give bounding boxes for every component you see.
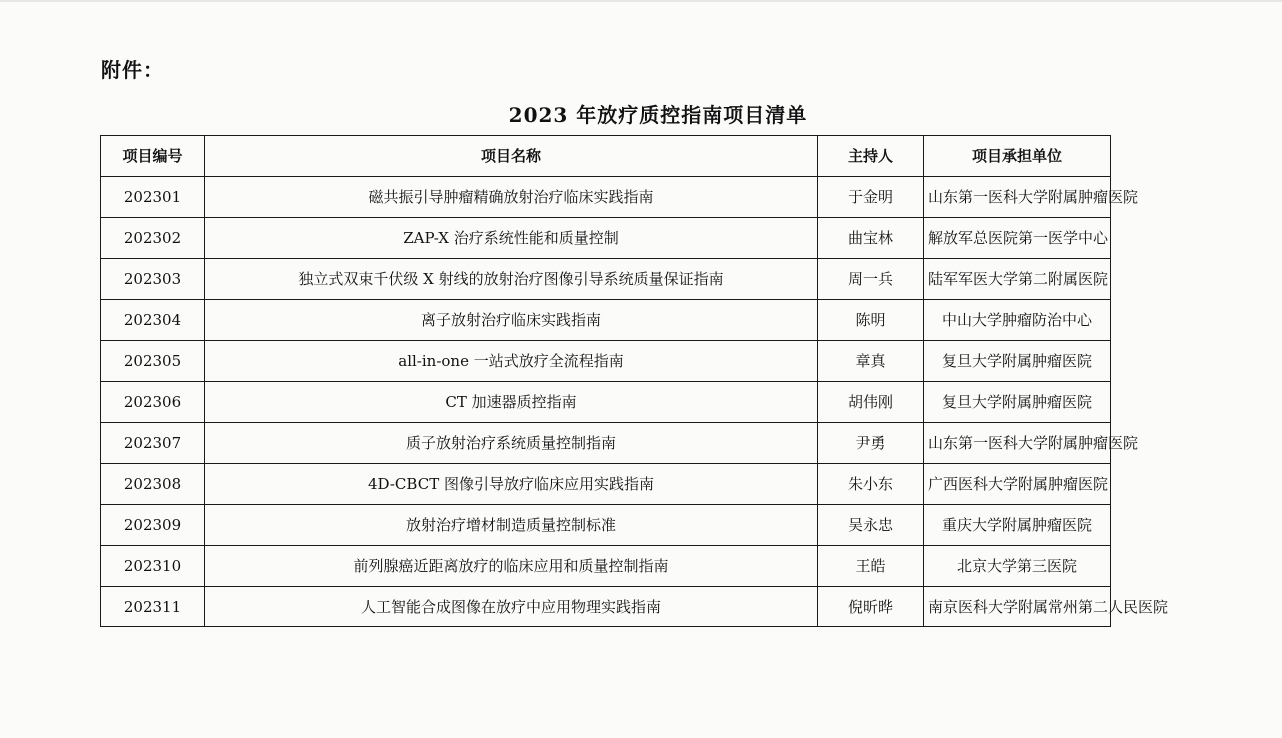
table-row [101,218,1111,259]
organization-cell: 南京医科大学附属常州第二人民医院 [924,587,1111,627]
host-cell: 吴永忠 [818,505,924,546]
host-cell: 周一兵 [818,259,924,300]
project-code-cell: 202306 [101,382,205,423]
project-code-cell: 202305 [101,341,205,382]
table-row [101,505,1111,546]
table-row [101,546,1111,587]
project-code-cell: 202308 [101,464,205,505]
project-code-cell: 202301 [101,177,205,218]
attachment-label: 附件： [101,58,164,82]
organization-cell: 中山大学肿瘤防治中心 [924,300,1111,341]
table-row [101,587,1111,627]
organization-cell: 复旦大学附属肿瘤医院 [924,341,1111,382]
project-name-cell: 放射治疗增材制造质量控制标准 [205,505,818,546]
project-name-cell: ZAP-X 治疗系统性能和质量控制 [205,218,818,259]
header-project-code: 项目编号 [101,136,205,177]
project-code-cell: 202302 [101,218,205,259]
organization-cell: 北京大学第三医院 [924,546,1111,587]
header-organization: 项目承担单位 [924,136,1111,177]
host-cell: 曲宝林 [818,218,924,259]
organization-cell: 广西医科大学附属肿瘤医院 [924,464,1111,505]
project-code-cell: 202304 [101,300,205,341]
host-cell: 陈明 [818,300,924,341]
project-name-cell: CT 加速器质控指南 [205,382,818,423]
header-project-name: 项目名称 [205,136,818,177]
project-name-cell: 磁共振引导肿瘤精确放射治疗临床实践指南 [205,177,818,218]
document-title: 2023 年放疗质控指南项目清单 [508,103,808,127]
table-row [101,382,1111,423]
project-name-cell: 4D-CBCT 图像引导放疗临床应用实践指南 [205,464,818,505]
header-host: 主持人 [818,136,924,177]
table-header-row [101,136,1111,177]
host-cell: 胡伟刚 [818,382,924,423]
host-cell: 朱小东 [818,464,924,505]
table-row [101,259,1111,300]
project-code-cell: 202307 [101,423,205,464]
project-code-cell: 202303 [101,259,205,300]
project-name-cell: 离子放射治疗临床实践指南 [205,300,818,341]
project-name-cell: 独立式双束千伏级 X 射线的放射治疗图像引导系统质量保证指南 [205,259,818,300]
table-body [101,177,1169,627]
host-cell: 倪昕晔 [818,587,924,627]
project-name-cell: 前列腺癌近距离放疗的临床应用和质量控制指南 [205,546,818,587]
host-cell: 于金明 [818,177,924,218]
project-name-cell: 质子放射治疗系统质量控制指南 [205,423,818,464]
project-list-table [100,135,1169,627]
project-table-container [100,135,1169,627]
project-name-cell: all-in-one 一站式放疗全流程指南 [205,341,818,382]
table-row [101,177,1111,218]
project-code-cell: 202309 [101,505,205,546]
table-row [101,300,1111,341]
table-row [101,341,1111,382]
organization-cell: 重庆大学附属肿瘤医院 [924,505,1111,546]
host-cell: 尹勇 [818,423,924,464]
scan-edge-line [0,0,1282,2]
organization-cell: 山东第一医科大学附属肿瘤医院 [924,177,1111,218]
table-row [101,423,1111,464]
host-cell: 章真 [818,341,924,382]
project-code-cell: 202311 [101,587,205,627]
organization-cell: 解放军总医院第一医学中心 [924,218,1111,259]
project-code-cell: 202310 [101,546,205,587]
host-cell: 王皓 [818,546,924,587]
organization-cell: 陆军军医大学第二附属医院 [924,259,1111,300]
project-name-cell: 人工智能合成图像在放疗中应用物理实践指南 [205,587,818,627]
table-row [101,464,1111,505]
organization-cell: 山东第一医科大学附属肿瘤医院 [924,423,1111,464]
organization-cell: 复旦大学附属肿瘤医院 [924,382,1111,423]
